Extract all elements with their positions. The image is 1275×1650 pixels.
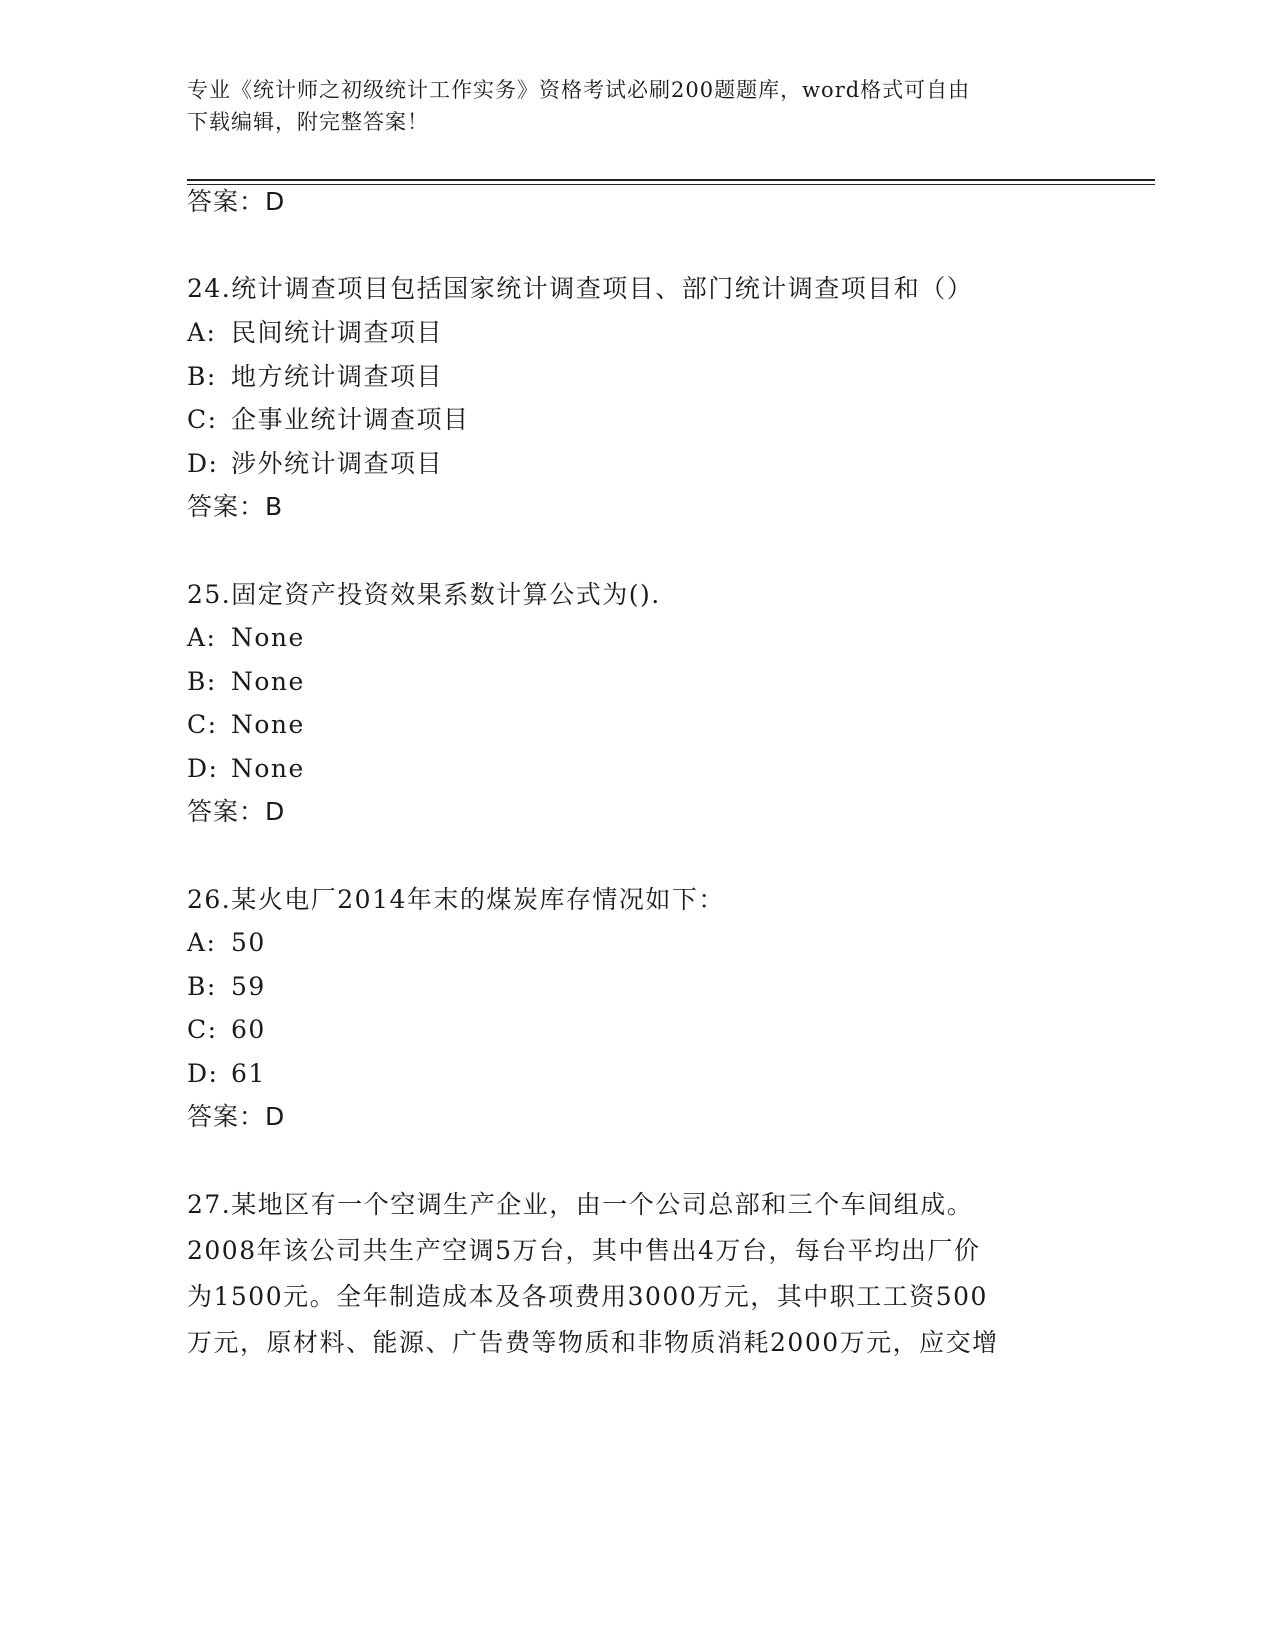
option-label: B: xyxy=(187,667,217,696)
question-25-option-d xyxy=(187,753,305,785)
option-text: 59 xyxy=(231,972,266,1001)
option-text: 60 xyxy=(231,1015,266,1044)
header-line-1: 专业《统计师之初级统计工作实务》资格考试必刷200题题库，word格式可自由 xyxy=(187,78,971,102)
question-24-stem: 24.统计调查项目包括国家统计调查项目、部门统计调查项目和（） xyxy=(187,274,974,303)
question-24-option-d xyxy=(187,448,443,480)
question-24-option-a xyxy=(187,317,443,349)
option-text: 50 xyxy=(231,928,266,957)
question-26-stem: 26.某火电厂2014年末的煤炭库存情况如下： xyxy=(187,885,725,914)
question-26-option-a xyxy=(187,927,266,959)
option-text: 涉外统计调查项目 xyxy=(231,449,444,478)
answer-26: 答案：D xyxy=(187,1102,286,1131)
option-label: A: xyxy=(187,928,217,957)
question-27-stem xyxy=(187,1182,1087,1366)
option-text: 61 xyxy=(231,1059,266,1088)
option-text: 地方统计调查项目 xyxy=(231,362,444,391)
question-25-option-a xyxy=(187,622,305,654)
option-text: 民间统计调查项目 xyxy=(231,318,444,347)
question-27-line-1: 27.某地区有一个空调生产企业，由一个公司总部和三个车间组成。 xyxy=(187,1190,974,1219)
question-25-stem: 25.固定资产投资效果系数计算公式为(). xyxy=(187,580,661,609)
question-26-option-b xyxy=(187,971,266,1003)
option-text: 企事业统计调查项目 xyxy=(231,405,470,434)
question-27-line-4: 万元，原材料、能源、广告费等物质和非物质消耗2000万元，应交增 xyxy=(187,1328,999,1357)
header-divider-thick xyxy=(187,179,1155,181)
option-label: D: xyxy=(187,754,219,783)
question-25-option-b xyxy=(187,666,305,698)
option-text: None xyxy=(231,710,305,739)
option-label: C: xyxy=(187,710,218,739)
document-header xyxy=(187,74,1067,138)
option-label: D: xyxy=(187,1059,219,1088)
option-label: C: xyxy=(187,1015,218,1044)
option-label: A: xyxy=(187,623,217,652)
answer-23: 答案：D xyxy=(187,187,286,216)
answer-25: 答案：D xyxy=(187,797,286,826)
question-26-option-d xyxy=(187,1058,266,1090)
header-divider-thin xyxy=(187,184,1155,185)
option-text: None xyxy=(231,754,305,783)
question-27-line-3: 为1500元。全年制造成本及各项费用3000万元，其中职工工资500 xyxy=(187,1282,988,1311)
option-label: B: xyxy=(187,362,217,391)
question-27-line-2: 2008年该公司共生产空调5万台，其中售出4万台，每台平均出厂价 xyxy=(187,1236,981,1265)
option-text: None xyxy=(231,667,305,696)
question-26-option-c xyxy=(187,1014,266,1046)
option-label: A: xyxy=(187,318,217,347)
option-label: C: xyxy=(187,405,218,434)
option-text: None xyxy=(231,623,305,652)
question-25-option-c xyxy=(187,709,305,741)
option-label: D: xyxy=(187,449,219,478)
option-label: B: xyxy=(187,972,217,1001)
answer-24: 答案：B xyxy=(187,492,284,521)
header-line-2: 下载编辑，附完整答案！ xyxy=(187,110,429,134)
question-24-option-b xyxy=(187,361,443,393)
question-24-option-c xyxy=(187,404,470,436)
